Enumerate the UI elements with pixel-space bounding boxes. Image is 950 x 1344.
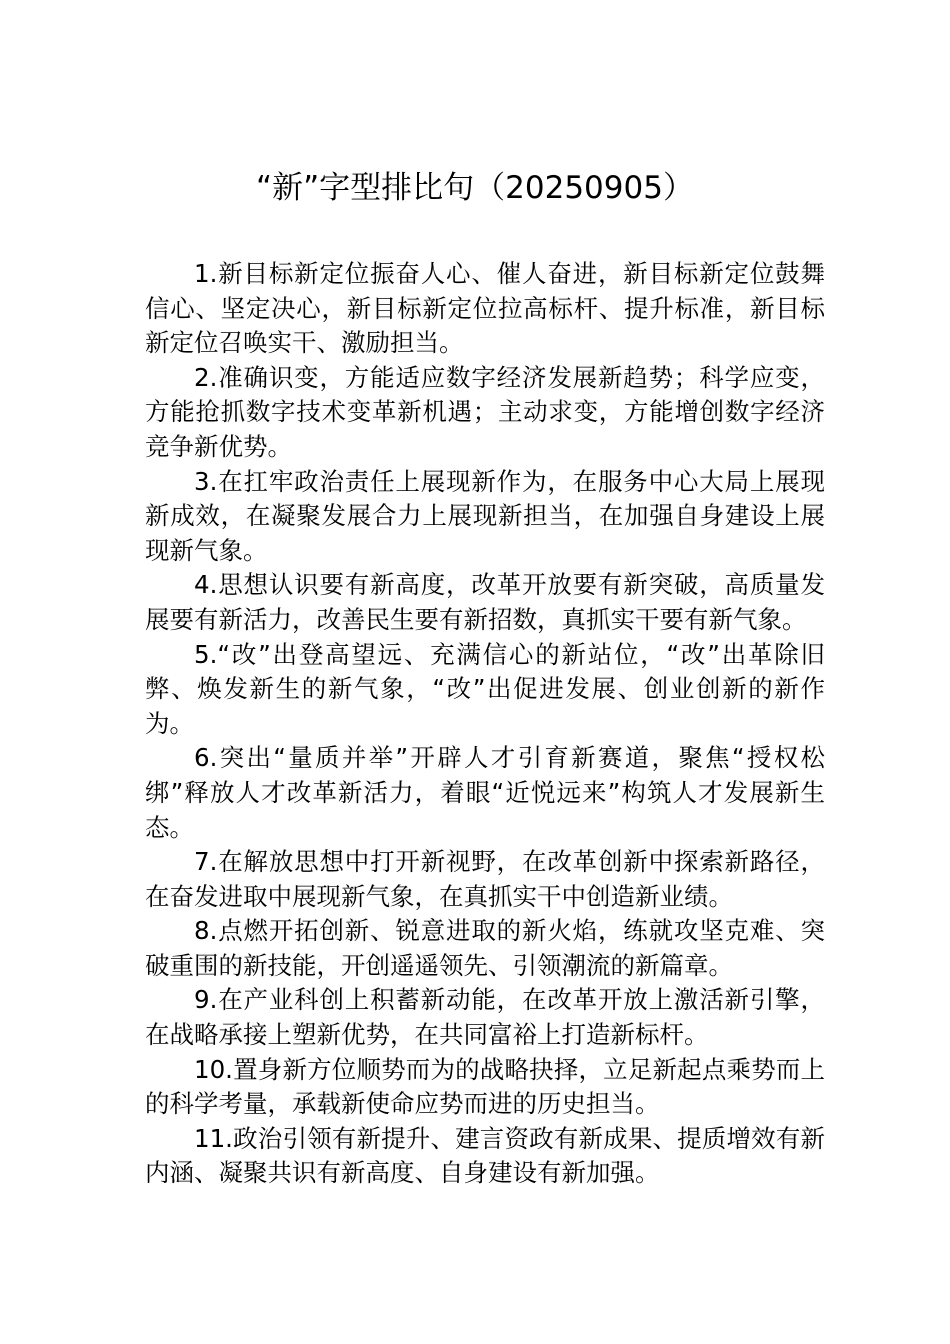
paragraph-2: 2.准确识变，方能适应数字经济发展新趋势；科学应变，方能抢抓数字技术变革新机遇；主动求变，方能增创数字经济竞争新优势。: [145, 362, 825, 461]
paragraph-5: 5.“改”出登高望远、充满信心的新站位，“改”出革除旧弊、焕发新生的新气象，“改”出促进发展、创业创新的新作为。: [145, 639, 825, 738]
document-title: “新”字型排比句（20250905）: [256, 170, 694, 206]
paragraph-11: 11.政治引领有新提升、建言资政有新成果、提质增效有新内涵、凝聚共识有新高度、自身建设有新加强。: [145, 1123, 825, 1188]
paragraph-8: 8.点燃开拓创新、锐意进取的新火焰，练就攻坚克难、突破重围的新技能，开创遥遥领先、引领潮流的新篇章。: [145, 916, 825, 980]
paragraph-10: 10.置身新方位顺势而为的战略抉择，立足新起点乘势而上的科学考量，承载新使命应势而进的历史担当。: [145, 1054, 825, 1119]
paragraph-6: 6.突出“量质并举”开辟人才引育新赛道，聚焦“授权松绑”释放人才改革新活力，着眼“近悦远来”构筑人才发展新生态。: [145, 743, 825, 842]
paragraph-3: 3.在扛牢政治责任上展现新作为，在服务中心大局上展现新成效，在凝聚发展合力上展现新担当，在加强自身建设上展现新气象。: [145, 466, 825, 565]
paragraph-1: 1.新目标新定位振奋人心、催人奋进，新目标新定位鼓舞信心、坚定决心，新目标新定位拉高标杆、提升标准，新目标新定位召唤实干、激励担当。: [145, 259, 825, 358]
paragraph-7: 7.在解放思想中打开新视野，在改革创新中探索新路径，在奋发进取中展现新气象，在真抓实干中创造新业绩。: [145, 847, 825, 911]
paragraph-4: 4.思想认识要有新高度，改革开放要有新突破，高质量发展要有新活力，改善民生要有新招数，真抓实干要有新气象。: [145, 570, 825, 634]
paragraph-9: 9.在产业科创上积蓄新动能，在改革开放上激活新引擎，在战略承接上塑新优势，在共同富裕上打造新标杆。: [145, 985, 825, 1050]
document-body: [145, 257, 825, 1191]
